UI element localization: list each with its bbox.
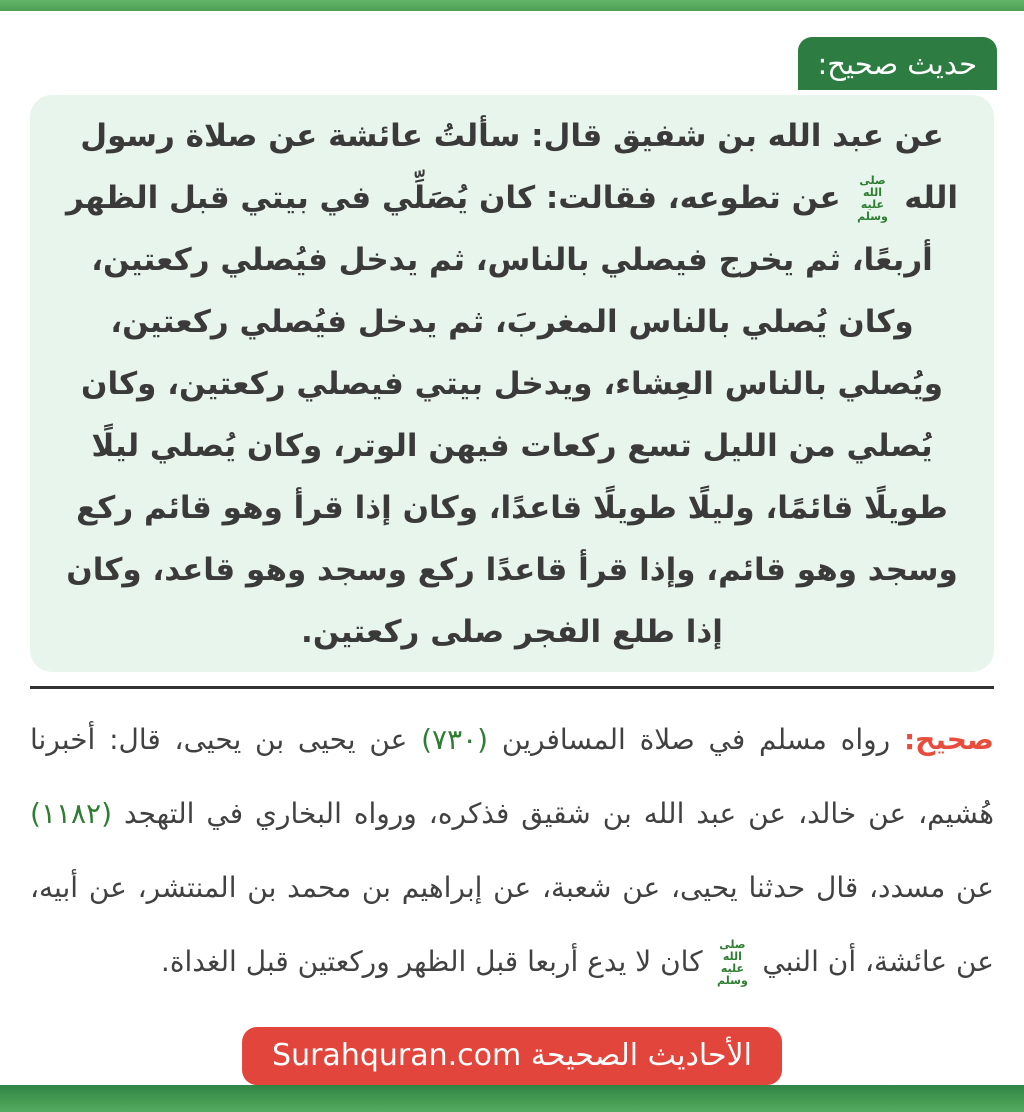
text-segment: عن يحيى بن يحيى، قال: أخبرنا هُشيم، عن خالد، عن عبد الله بن شقيق فذكره، ورواه البخاري في التهجد — [30, 723, 994, 830]
text-segment: عن مسدد، قال حدثنا يحيى، عن شعبة، عن إبراهيم بن محمد بن المنتشر، عن أبيه، عن عائشة، أن النبي — [30, 871, 994, 978]
top-accent-bar — [0, 0, 1024, 11]
text-segment: عن عبد الله بن شفيق قال: سألتُ عائشة عن صلاة رسول الله — [80, 117, 958, 216]
hadith-number: (٧٣٠) — [421, 723, 489, 756]
hadith-number: (١١٨٢) — [30, 797, 113, 830]
section-divider — [30, 686, 994, 689]
text-segment: كان لا يدع أربعا قبل الظهر وركعتين قبل الغداة. — [160, 945, 712, 978]
pbuh-symbol: صلى الله عليه وسلم — [717, 937, 748, 988]
hadith-text — [30, 105, 994, 663]
grade-label: صحيح: — [903, 723, 994, 756]
pbuh-symbol: صلى الله عليه وسلم — [857, 173, 888, 224]
site-link-button[interactable]: الأحاديث الصحيحة Surahquran.com — [242, 1027, 782, 1085]
takhrij-paragraph — [30, 703, 994, 999]
bottom-accent-bar — [0, 1085, 1024, 1112]
hadith-grade-badge: حديث صحيح: — [798, 37, 998, 90]
text-segment: عن تطوعه، فقالت: كان يُصَلِّي في بيتي قبل الظهر أربعًا، ثم يخرج فيصلي بالناس، ثم يدخل فيُصلي ركعتين، وكان يُصلي بالناس المغربَ، ثم يدخل فيُصلي ركعتين، ويُصلي بالناس العِشاء، ويدخل بيتي فيصلي ركعتين، وكان يُصلي من الليل تسع ركعات فيهن الوتر، وكان يُصلي ليلًا طويلًا قائمًا، وليلًا طويلًا قاعدًا، وكان إذا قرأ وهو قائم ركع وسجد وهو قائم، وإذا قرأ قاعدًا ركع وسجد وهو قاعد، وكان إذا طلع الفجر صلى ركعتين. — [66, 179, 958, 650]
text-segment: رواه مسلم في صلاة المسافرين — [488, 723, 904, 756]
hadith-text-box — [30, 95, 994, 672]
